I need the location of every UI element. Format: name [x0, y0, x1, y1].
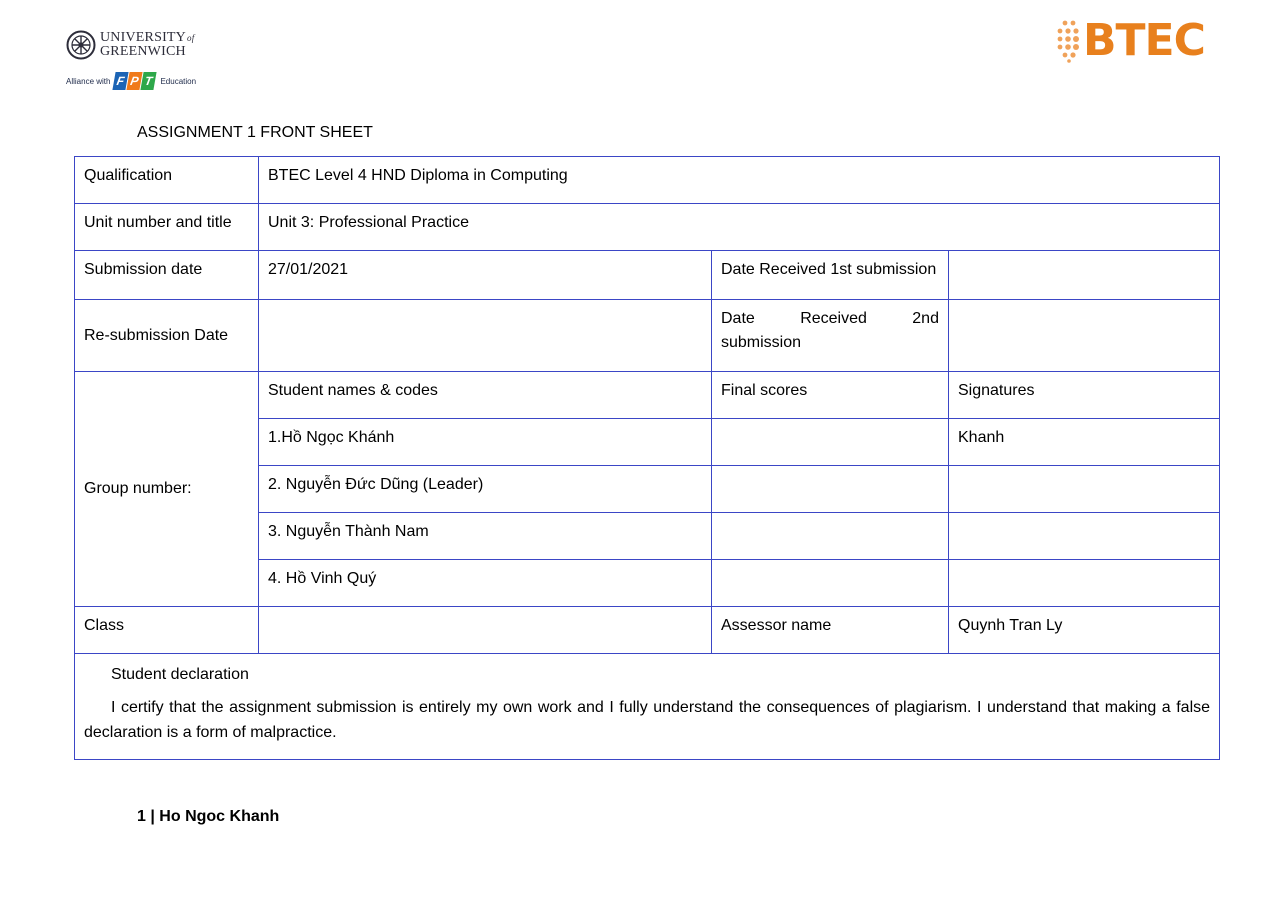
university-logo-line2: GREENWICH: [100, 44, 186, 59]
front-sheet-table: [74, 156, 1220, 760]
date-received-2nd-label: [712, 300, 949, 372]
student-signature: [949, 560, 1220, 607]
student-name: 3. Nguyễn Thành Nam: [259, 513, 712, 560]
row-declaration: [75, 654, 1220, 760]
university-seal-icon: [66, 30, 96, 60]
student-name: 2. Nguyễn Đức Dũng (Leader): [259, 466, 712, 513]
declaration-title: Student declaration: [111, 666, 249, 683]
student-score: [712, 560, 949, 607]
row-group-header: [75, 372, 1220, 419]
col-header-students: Student names & codes: [259, 372, 712, 419]
resubmission-value: [259, 300, 712, 372]
btec-dots-icon: [1055, 18, 1083, 64]
date-received-2nd-value: [949, 300, 1220, 372]
student-signature: Khanh: [949, 419, 1220, 466]
btec-logo: [1055, 14, 1217, 68]
col-header-signatures: Signatures: [949, 372, 1220, 419]
date-received-2nd-line1: [721, 307, 939, 331]
submission-date-value: 27/01/2021: [259, 251, 712, 300]
student-score: [712, 466, 949, 513]
resubmission-label: Re-submission Date: [75, 300, 259, 372]
fpt-letter-p: P: [127, 72, 143, 90]
student-name: 4. Hồ Vinh Quý: [259, 560, 712, 607]
student-score: [712, 513, 949, 560]
date-received-2nd-w3: 2nd: [912, 310, 939, 327]
fpt-letter-t: T: [141, 72, 157, 90]
page-number: 1: [137, 808, 146, 825]
page-title: ASSIGNMENT 1 FRONT SHEET: [137, 124, 373, 141]
qualification-label: Qualification: [75, 157, 259, 204]
group-number-label: Group number:: [75, 372, 259, 607]
date-received-1st-label: Date Received 1st submission: [712, 251, 949, 300]
alliance-suffix: Education: [160, 76, 197, 86]
assessor-label: Assessor name: [712, 607, 949, 654]
row-unit: [75, 204, 1220, 251]
assessor-value: Quynh Tran Ly: [949, 607, 1220, 654]
col-header-scores: Final scores: [712, 372, 949, 419]
date-received-2nd-w2: Received: [800, 310, 867, 327]
date-received-2nd-line2: submission: [721, 334, 802, 351]
qualification-value: BTEC Level 4 HND Diploma in Computing: [259, 157, 1220, 204]
footer-separator: |: [150, 808, 155, 825]
university-logo: [66, 30, 206, 102]
row-class: [75, 607, 1220, 654]
fpt-alliance: [66, 72, 206, 90]
footer-author: Ho Ngoc Khanh: [159, 808, 280, 825]
class-value: [259, 607, 712, 654]
btec-wordmark: BTEC: [1083, 15, 1205, 66]
class-label: Class: [75, 607, 259, 654]
date-received-2nd-w1: Date: [721, 310, 755, 327]
university-logo-of: of: [187, 33, 195, 43]
student-declaration: [75, 654, 1220, 760]
page-footer: [137, 808, 279, 826]
fpt-letter-f: F: [113, 72, 129, 90]
date-received-1st-value: [949, 251, 1220, 300]
student-signature: [949, 513, 1220, 560]
row-qualification: [75, 157, 1220, 204]
student-name: 1.Hồ Ngọc Khánh: [259, 419, 712, 466]
student-score: [712, 419, 949, 466]
university-logo-line1: UNIVERSITY: [100, 30, 186, 45]
unit-value: Unit 3: Professional Practice: [259, 204, 1220, 251]
submission-date-label: Submission date: [75, 251, 259, 300]
row-resubmission: [75, 300, 1220, 372]
alliance-prefix: Alliance with: [66, 76, 111, 86]
unit-label: Unit number and title: [75, 204, 259, 251]
row-submission: [75, 251, 1220, 300]
fpt-logo: [114, 72, 156, 90]
student-signature: [949, 466, 1220, 513]
declaration-text: I certify that the assignment submission is entirely my own work and I fully understand the consequences of plagiarism. I understand that making a false declaration is a form of malpractice.: [84, 699, 1211, 741]
